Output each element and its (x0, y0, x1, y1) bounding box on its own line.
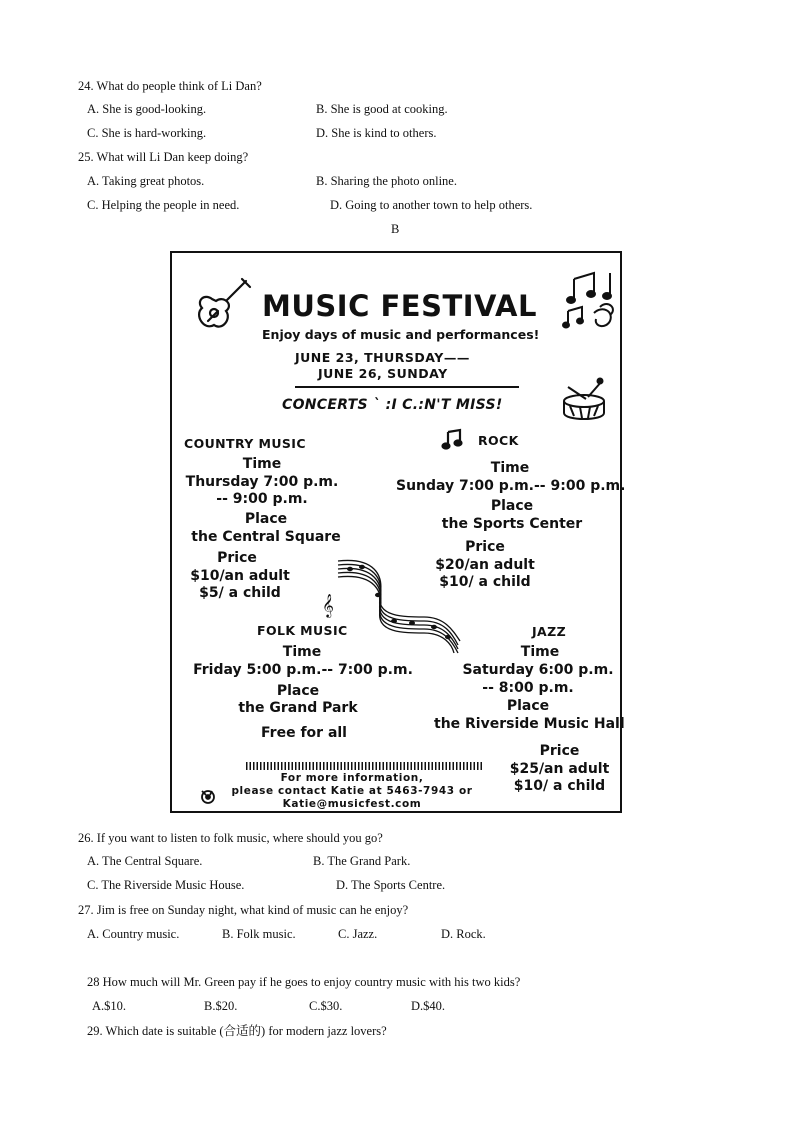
question-26-option-b[interactable]: B. The Grand Park. (313, 854, 411, 868)
question-24-option-c[interactable]: C. She is hard-working. (87, 126, 207, 140)
jazz-place-label: Place (506, 698, 550, 714)
country-price-child: $5/ a child (199, 585, 281, 601)
country-place-label: Place (244, 511, 288, 527)
jazz-place: the Riverside Music Hall (434, 716, 625, 732)
question-28-option-d[interactable]: D.$40. (411, 999, 446, 1013)
question-24-stem: 24. What do people think of Li Dan? (78, 79, 262, 93)
folk-time-label: Time (282, 644, 322, 660)
rock-place-label: Place (490, 498, 534, 514)
jazz-time-label: Time (520, 644, 560, 660)
section-letter: B (391, 222, 400, 236)
question-27-option-c[interactable]: C. Jazz. (338, 927, 378, 941)
jazz-price-child: $10/ a child (513, 778, 606, 794)
poster-date-line1: JUNE 23, THURSDAY—— (295, 350, 470, 365)
country-time-line2: -- 9:00 p.m. (216, 491, 308, 507)
jazz-heading: JAZZ (532, 624, 567, 639)
question-24-option-b[interactable]: B. She is good at cooking. (316, 102, 448, 116)
barcode-divider (246, 762, 482, 770)
question-25-option-d[interactable]: D. Going to another town to help others. (330, 198, 533, 212)
poster-divider (295, 386, 519, 388)
country-time-label: Time (242, 456, 282, 472)
poster-subtitle: Enjoy days of music and performances! (262, 327, 540, 342)
music-emblem-icon (198, 787, 218, 805)
info-line2: please contact Katie at 5463-7943 or (231, 785, 473, 797)
treble-clef-icon: 𝄞 (322, 593, 334, 617)
poster-date-line2: JUNE 26, SUNDAY (318, 366, 448, 381)
country-price-adult: $10/an adult (190, 568, 290, 584)
question-26-option-a[interactable]: A. The Central Square. (87, 854, 203, 868)
folk-time: Friday 5:00 p.m.-- 7:00 p.m. (193, 662, 413, 678)
jazz-price-label: Price (539, 743, 580, 759)
info-email: Katie@musicfest.com (282, 798, 422, 810)
info-line1: For more information, (280, 772, 424, 784)
drum-icon (560, 377, 610, 421)
music-festival-poster (170, 251, 626, 813)
rock-price-adult: $20/an adult (435, 557, 535, 573)
folk-place-label: Place (276, 683, 320, 699)
rock-price-label: Price (465, 539, 505, 555)
question-28-option-a[interactable]: A.$10. (92, 999, 127, 1013)
folk-music-heading: FOLK MUSIC (257, 623, 348, 638)
question-25-option-a[interactable]: A. Taking great photos. (87, 174, 205, 188)
question-28-option-b[interactable]: B.$20. (204, 999, 238, 1013)
rock-time: Sunday 7:00 p.m.-- 9:00 p.m. (396, 478, 626, 494)
question-26-option-d[interactable]: D. The Sports Centre. (336, 878, 446, 892)
rock-time-label: Time (490, 460, 530, 476)
question-27-option-a[interactable]: A. Country music. (87, 927, 180, 941)
folk-place: the Grand Park (238, 700, 358, 716)
jazz-time-line1: Saturday 6:00 p.m. (462, 662, 614, 678)
jazz-price-adult: $25/an adult (509, 761, 610, 777)
country-place: the Central Square (191, 529, 341, 545)
guitar-icon (192, 275, 254, 337)
question-25-option-c[interactable]: C. Helping the people in need. (87, 198, 240, 212)
folk-price: Free for all (261, 725, 347, 741)
question-25-option-b[interactable]: B. Sharing the photo online. (316, 174, 457, 188)
country-price-label: Price (217, 550, 257, 566)
question-27-stem: 27. Jim is free on Sunday night, what kind of music can he enjoy? (78, 903, 409, 917)
poster-title: MUSIC FESTIVAL (262, 289, 537, 323)
country-music-heading: COUNTRY MUSIC (184, 436, 306, 451)
question-24-option-d[interactable]: D. She is kind to others. (316, 126, 437, 140)
question-26-stem: 26. If you want to listen to folk music, where should you go? (78, 831, 383, 845)
question-24-option-a[interactable]: A. She is good-looking. (87, 102, 207, 116)
question-27-option-d[interactable]: D. Rock. (441, 927, 486, 941)
music-notes-icon (564, 269, 620, 331)
poster-tagline: CONCERTS ` :I C.:N'T MISS! (282, 397, 503, 413)
question-27-option-b[interactable]: B. Folk music. (222, 927, 296, 941)
rock-heading: ROCK (478, 433, 519, 448)
country-time-line1: Thursday 7:00 p.m. (185, 474, 339, 490)
music-staff-icon (334, 559, 462, 653)
question-26-option-c[interactable]: C. The Riverside Music House. (87, 878, 245, 892)
question-29-stem: 29. Which date is suitable (合适的) for modern jazz lovers? (87, 1024, 387, 1038)
eighth-notes-icon (442, 429, 462, 449)
rock-place: the Sports Center (441, 516, 583, 532)
rock-price-child: $10/ a child (439, 574, 531, 590)
jazz-time-line2: -- 8:00 p.m. (482, 680, 574, 696)
question-28-option-c[interactable]: C.$30. (309, 999, 343, 1013)
question-28-stem: 28 How much will Mr. Green pay if he goes to enjoy country music with his two kids? (87, 975, 521, 989)
question-25-stem: 25. What will Li Dan keep doing? (78, 150, 249, 164)
